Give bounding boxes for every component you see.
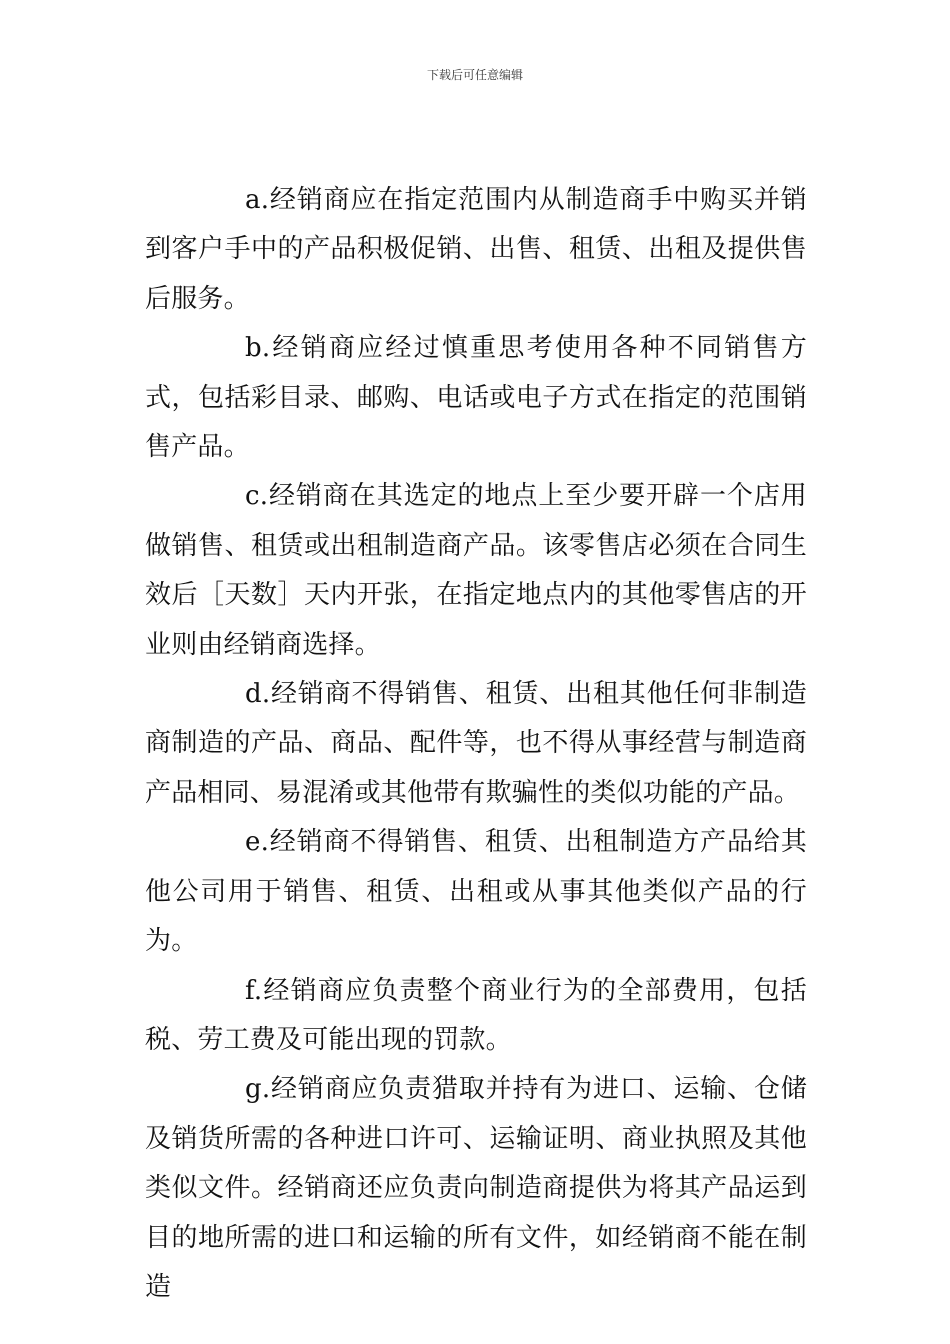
- paragraph-d: d.经销商不得销售、租赁、出租其他任何非制造商制造的产品、商品、配件等，也不得从事经营与制造商产品相同、易混淆或其他带有欺骗性的类似功能的产品。: [145, 679, 807, 808]
- paragraph-f: f.经销商应负责整个商业行为的全部费用，包括税、劳工费及可能出现的罚款。: [145, 975, 807, 1055]
- page-header: 下载后可任意编辑: [426, 68, 523, 82]
- paragraph-c: c.经销商在其选定的地点上至少要开辟一个店用做销售、租赁或出租制造商产品。该零售店必须在合同生效后［天数］天内开张，在指定地点内的其他零售店的开业则由经销商选择。: [145, 481, 807, 660]
- document-body: [145, 176, 807, 1312]
- paragraph-e: e.经销商不得销售、租赁、出租制造方产品给其他公司用于销售、租赁、出租或从事其他类似产品的行为。: [145, 827, 807, 957]
- paragraph-a: a.经销商应在指定范围内从制造商手中购买并销到客户手中的产品积极促销、出售、租赁、出租及提供售后服务。: [145, 185, 807, 314]
- paragraph-b: b.经销商应经过慎重思考使用各种不同销售方式，包括彩目录、邮购、电话或电子方式在指定的范围销售产品。: [145, 333, 807, 463]
- paragraph-g: g.经销商应负责猎取并持有为进口、运输、仓储及销货所需的各种进口许可、运输证明、商业执照及其他类似文件。经销商还应负责向制造商提供为将其产品运到目的地所需的进口和运输的所有文件，如经销商不能在制造: [145, 1074, 807, 1302]
